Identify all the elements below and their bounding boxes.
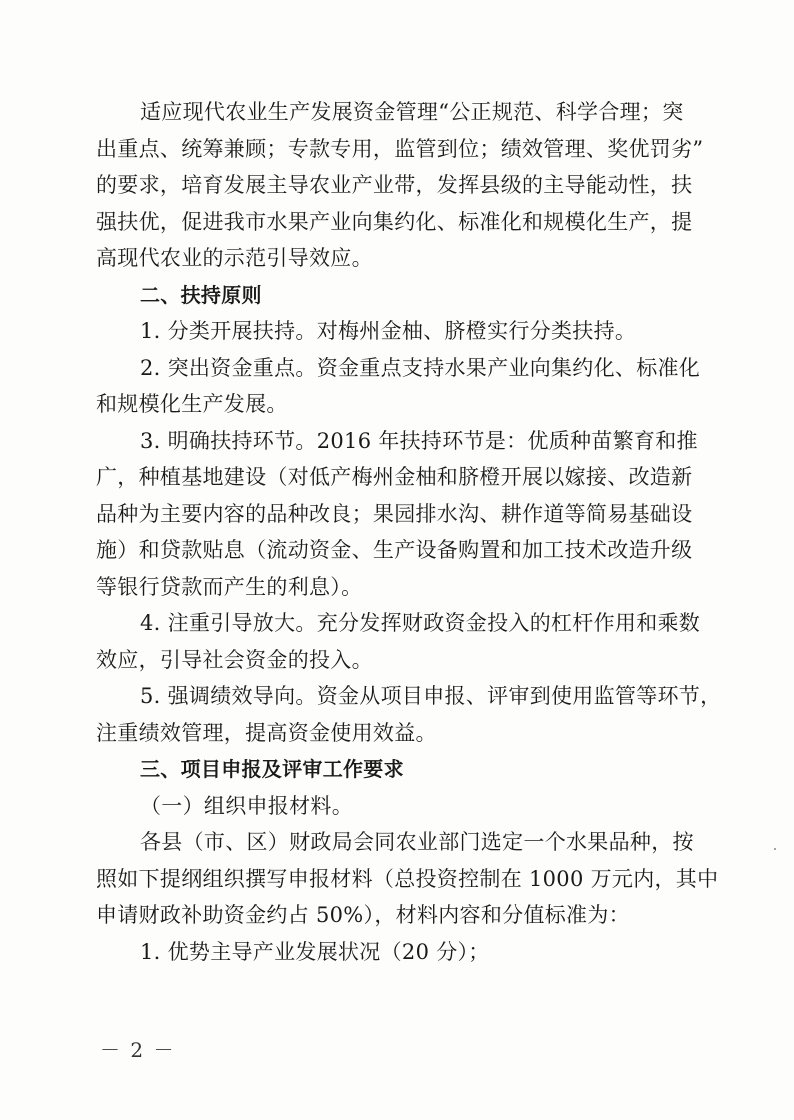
intro-line: 强扶优，促进我市水果产业向集约化、标准化和规模化生产，提 — [96, 209, 693, 234]
outline-item-1: 1. 优势主导产业发展状况（20 分）； — [140, 939, 490, 964]
principle-3-line: 施）和贷款贴息（流动资金、生产设备购置和加工技术改造升级 — [96, 538, 693, 562]
intro-line: 高现代农业的示范引导效应。 — [96, 246, 373, 270]
document-body — [96, 94, 722, 970]
intro-line: 出重点、统筹兼顾；专款专用，监管到位；绩效管理、奖优罚劣” — [96, 136, 704, 161]
principle-3-line: 广，种植基地建设（对低产梅州金柚和脐橙开展以嫁接、改造新 — [96, 465, 693, 489]
principle-2-line: 和规模化生产发展。 — [96, 392, 288, 416]
principle-5-line: 5. 强调绩效导向。资金从项目申报、评审到使用监管等环节， — [140, 684, 722, 708]
scan-speck — [774, 848, 776, 850]
page-number: － 2 － — [100, 1038, 176, 1062]
principle-3-line: 等银行贷款而产生的利息）。 — [96, 574, 363, 599]
principle-4-line: 效应，引导社会资金的投入。 — [96, 647, 373, 672]
apply-line: 照如下提纲组织撰写申报材料（总投资控制在 1000 万元内，其中 — [96, 866, 719, 891]
apply-line: 各县（市、区）财政局会同农业部门选定一个水果品种，按 — [140, 830, 694, 854]
principle-1: 1. 分类开展扶持。对梅州金柚、脐橙实行分类扶持。 — [140, 319, 637, 343]
principle-3-line: 品种为主要内容的品种改良；果园排水沟、耕作道等简易基础设 — [96, 501, 693, 526]
sub-heading-organize-materials: （一）组织申报材料。 — [140, 793, 353, 818]
principle-4-line: 4. 注重引导放大。充分发挥财政资金投入的杠杆作用和乘数 — [140, 611, 701, 635]
apply-line: 申请财政补助资金约占 50%），材料内容和分值标准为： — [96, 903, 630, 927]
principle-3-line: 3. 明确扶持环节。2016 年扶持环节是：优质种苗繁育和推 — [140, 428, 698, 453]
section-heading-application-review: 三、项目申报及评审工作要求 — [140, 757, 404, 781]
intro-line: 的要求，培育发展主导农业产业带，发挥县级的主导能动性，扶 — [96, 173, 693, 197]
principle-5-line: 注重绩效管理，提高资金使用效益。 — [96, 720, 437, 745]
intro-line: 适应现代农业生产发展资金管理“公正规范、科学合理；突 — [140, 100, 684, 124]
principle-2-line: 2. 突出资金重点。资金重点支持水果产业向集约化、标准化 — [140, 355, 701, 380]
section-heading-support-principles: 二、扶持原则 — [140, 282, 262, 307]
